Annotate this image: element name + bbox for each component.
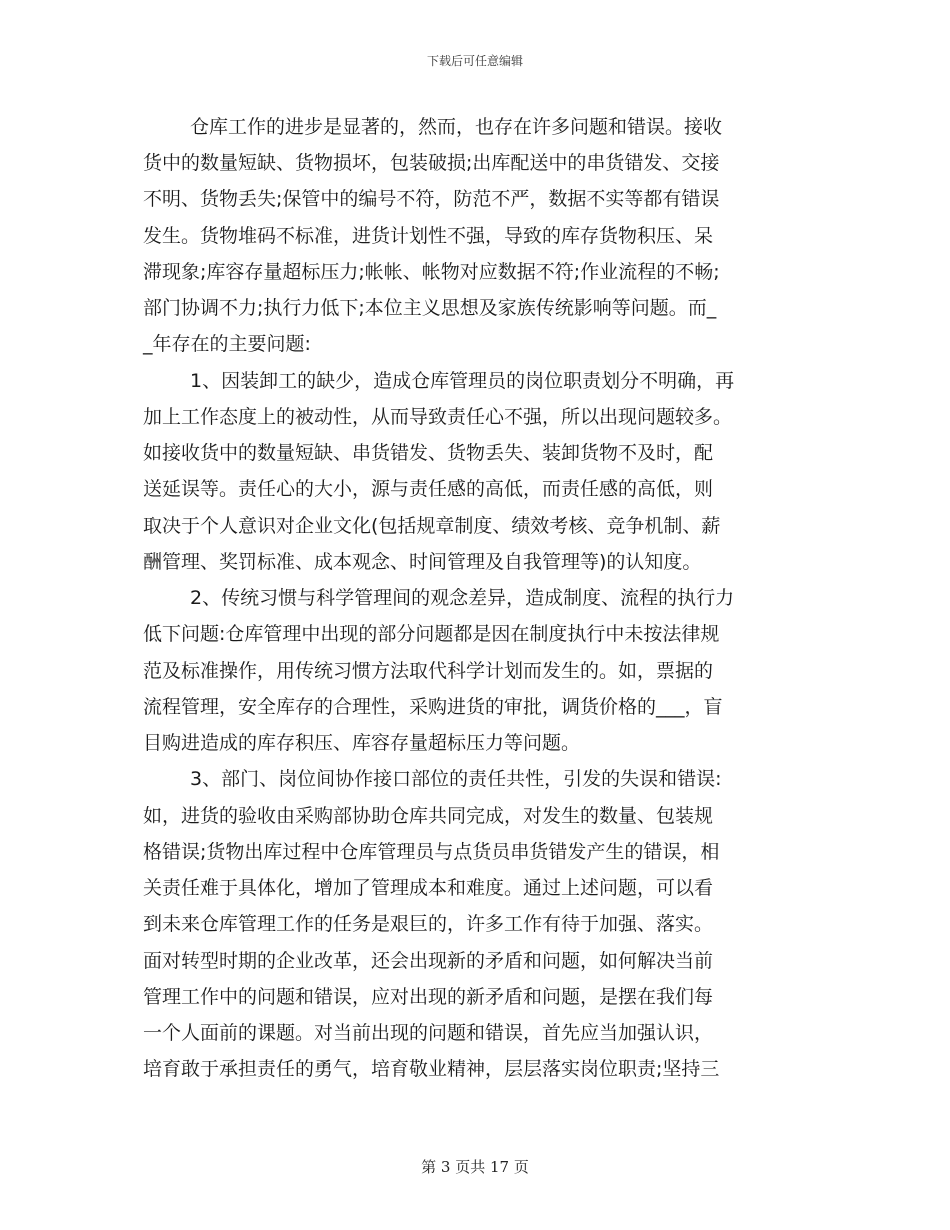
text-line: 到未来仓库管理工作的任务是艰巨的，许多工作有待于加强、落实。 <box>143 913 714 935</box>
page-number: 第 3 页共 17 页 <box>421 1158 529 1176</box>
text-line: 滞现象;库容存量超标压力;帐帐、帐物对应数据不符;作业流程的不畅; <box>143 261 720 283</box>
text-line: 如，进货的验收由采购部协助仓库共同完成，对发生的数量、包装规 <box>143 805 714 827</box>
text-line: 管理工作中的问题和错误，应对出现的新矛盾和问题，是摆在我们每 <box>143 986 714 1008</box>
text-line: 发生。货物堆码不标准，进货计划性不强，导致的库存货物积压、呆 <box>143 225 714 247</box>
text-line: 格错误;货物出库过程中仓库管理员与点货员串货错发产生的错误，相 <box>143 841 720 863</box>
text-line: 低下问题:仓库管理中出现的部分问题都是因在制度执行中未按法律规 <box>143 623 720 645</box>
text-line: 培育敢于承担责任的勇气，培育敬业精神，层层落实岗位职责;坚持三 <box>143 1058 720 1080</box>
text-line: 关责任难于具体化，增加了管理成本和难度。通过上述问题，可以看 <box>143 877 714 899</box>
text-line: 一个人面前的课题。对当前出现的问题和错误，首先应当加强认识， <box>143 1022 714 1044</box>
text-line: 1、因装卸工的缺少，造成仓库管理员的岗位职责划分不明确，再 <box>190 370 735 392</box>
text-line: _年存在的主要问题: <box>143 333 311 355</box>
text-line: 3、部门、岗位间协作接口部位的责任共性，引发的失误和错误: <box>190 768 722 790</box>
text-line: 酬管理、奖罚标准、成本观念、时间管理及自我管理等)的认知度。 <box>143 551 702 573</box>
text-line: 不明、货物丢失;保管中的编号不符，防范不严，数据不实等都有错误 <box>143 188 720 210</box>
text-line: 取决于个人意识对企业文化(包括规章制度、绩效考核、竞争机制、薪 <box>143 515 721 537</box>
text-line: 范及标准操作，用传统习惯方法取代科学计划而发生的。如，票据的 <box>143 660 714 682</box>
text-line: 送延误等。责任心的大小，源与责任感的高低，而责任感的高低，则 <box>143 478 714 500</box>
text-line: 2、传统习惯与科学管理间的观念差异，造成制度、流程的执行力 <box>190 587 735 609</box>
text-line: 面对转型时期的企业改革，还会出现新的矛盾和问题，如何解决当前 <box>143 950 714 972</box>
text-line: 目购进造成的库存积压、库容存量超标压力等问题。 <box>143 732 581 754</box>
text-line: 如接收货中的数量短缺、串货错发、货物丢失、装卸货物不及时，配 <box>143 442 714 464</box>
text-line: 加上工作态度上的被动性，从而导致责任心不强，所以出现问题较多。 <box>143 406 733 428</box>
text-line: 仓库工作的进步是显著的，然而，也存在许多问题和错误。接收 <box>190 116 723 138</box>
page-header: 下载后可任意编辑 <box>426 54 523 68</box>
text-line: 货中的数量短缺、货物损坏，包装破损;出库配送中的串货错发、交接 <box>143 152 720 174</box>
text-line: 部门协调不力;执行力低下;本位主义思想及家族传统影响等问题。而_ <box>143 297 717 319</box>
text-line: 流程管理，安全库存的合理性，采购进货的审批，调货价格的___，盲 <box>143 696 723 718</box>
